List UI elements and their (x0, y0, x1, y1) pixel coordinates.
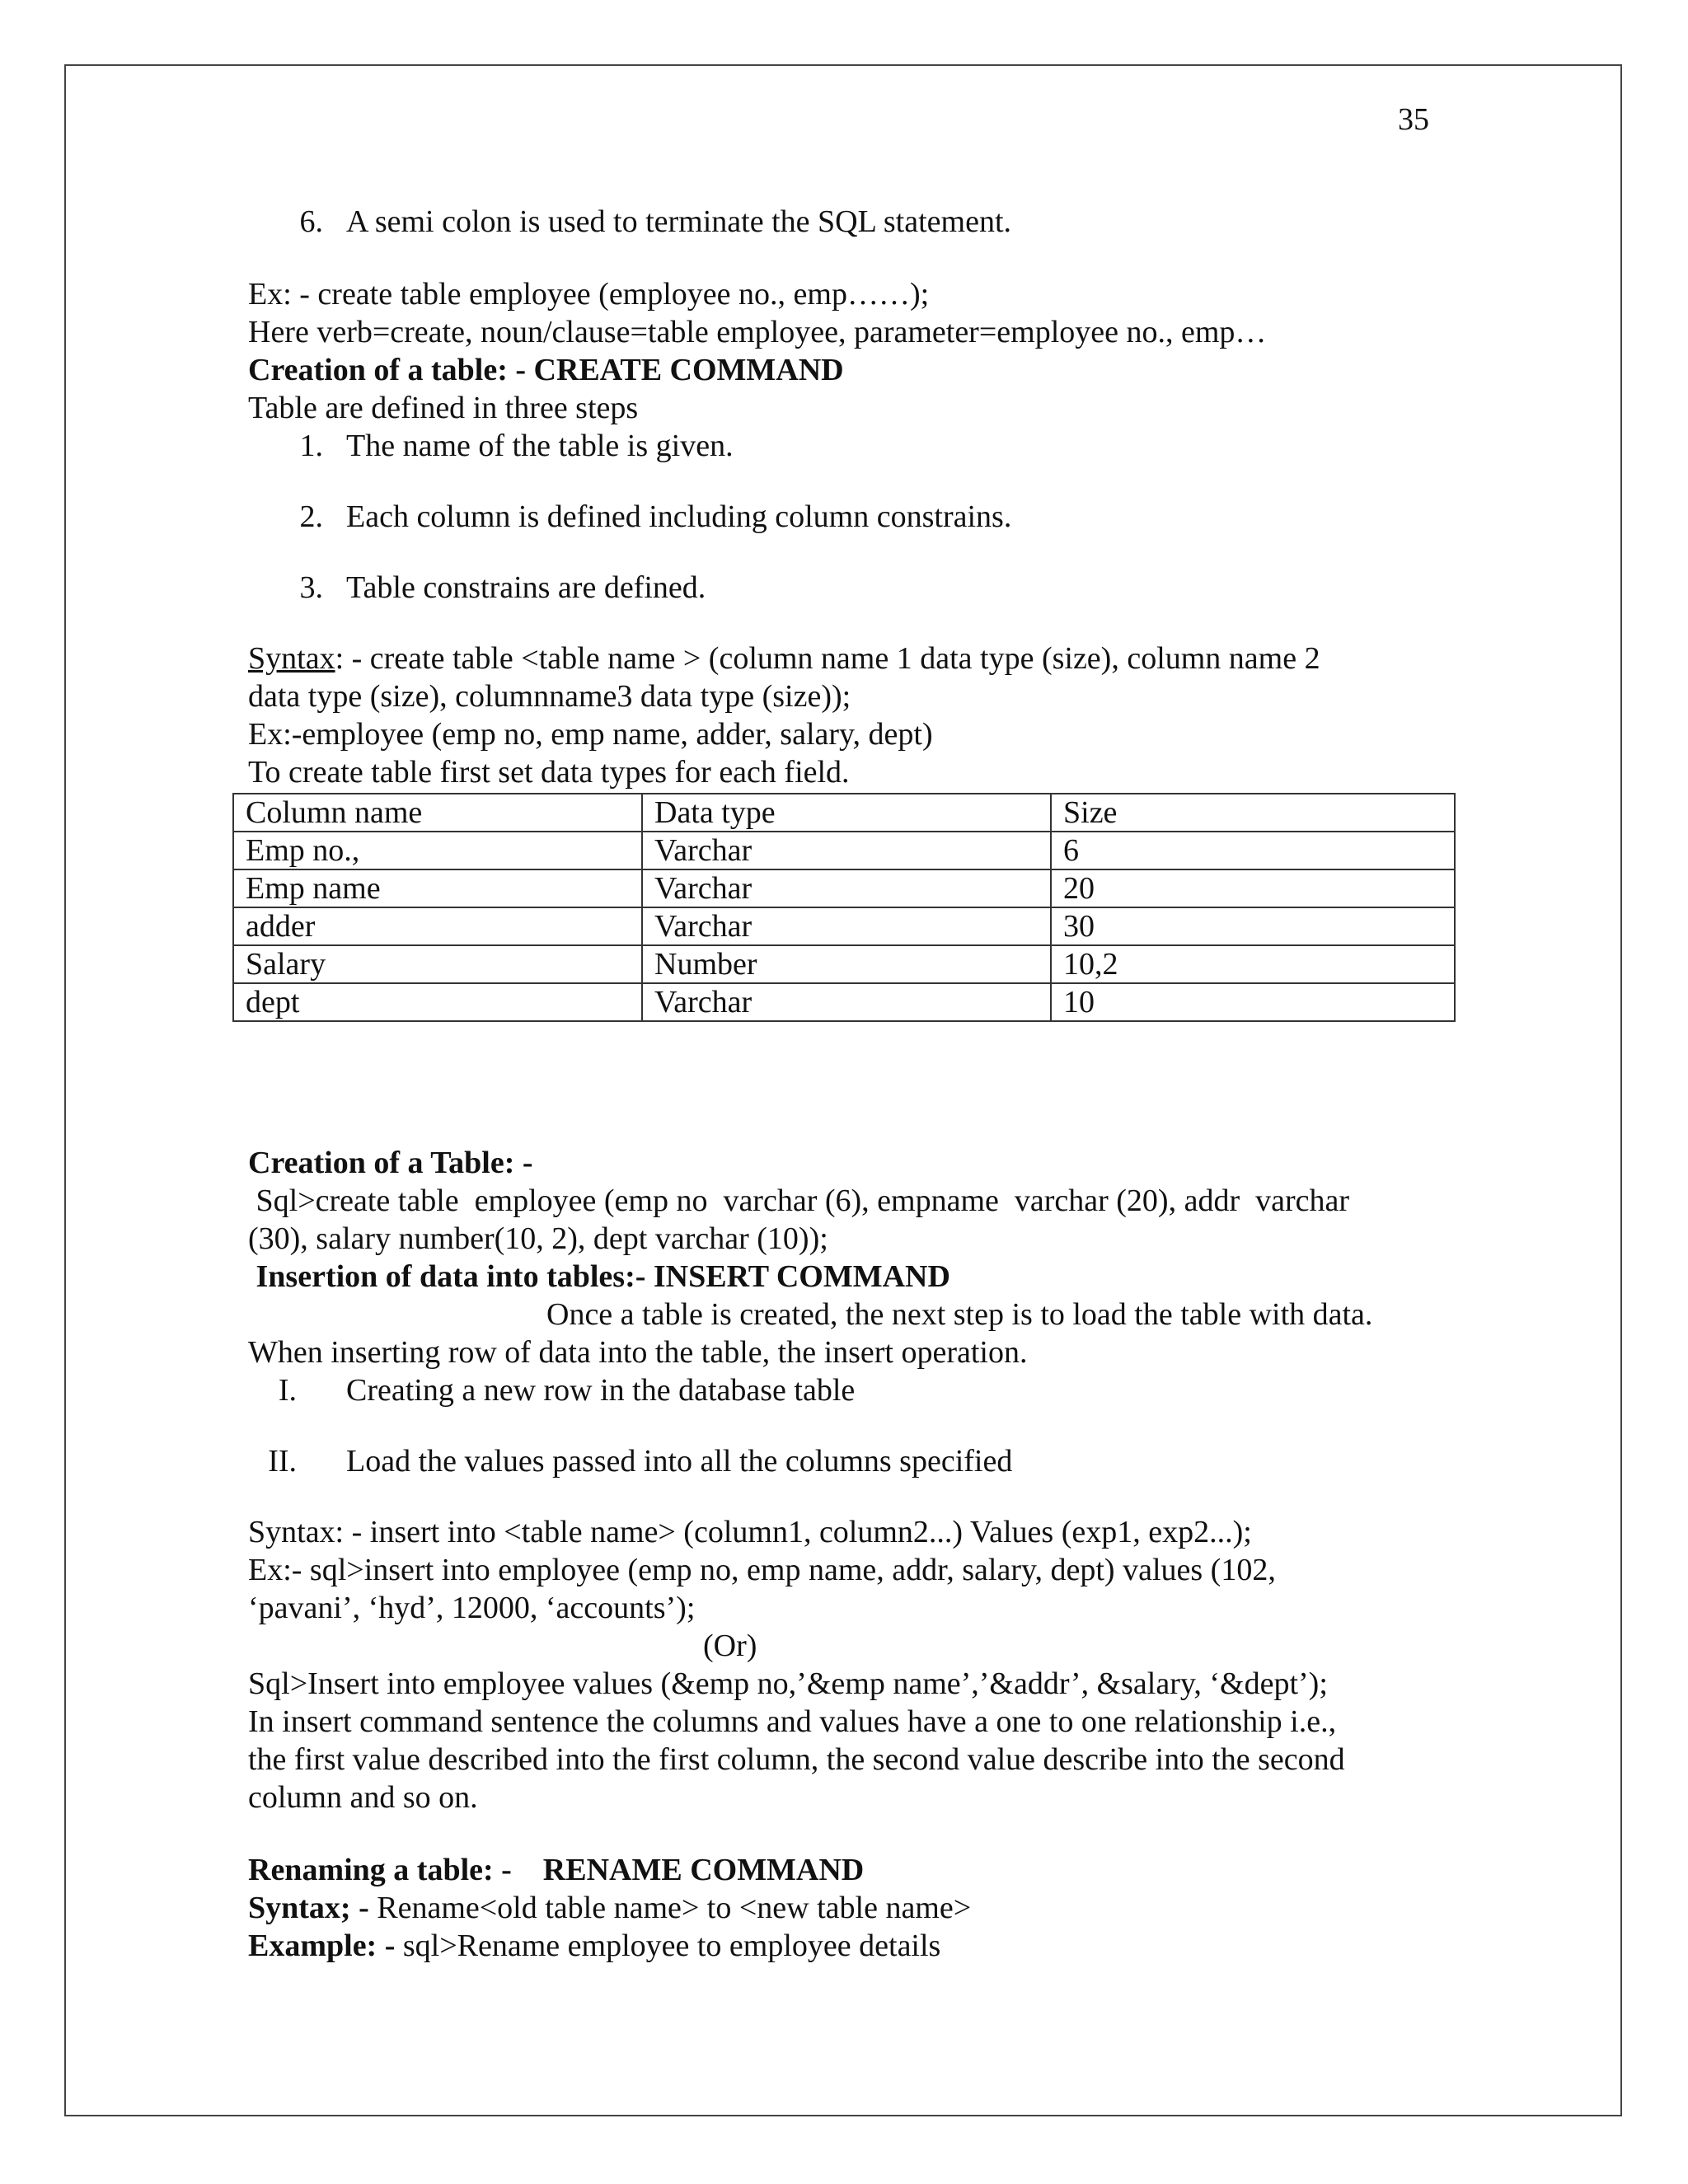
sql-create-statement-cont: (30), salary number(10, 2), dept varchar (10)); (248, 1221, 828, 1256)
list-number-6: 6. (299, 204, 323, 239)
table-cell: Emp name (233, 869, 642, 907)
step-text: Each column is defined including column constrains. (346, 499, 1012, 534)
table-cell: Varchar (642, 983, 1051, 1021)
table-row (233, 832, 1455, 869)
rename-syntax (248, 1889, 971, 1927)
section-heading-rename: Renaming a table: - RENAME COMMAND (248, 1853, 865, 1887)
step-number: 3. (299, 570, 323, 605)
section-heading-create-table: Creation of a Table: - (248, 1146, 533, 1180)
table-cell: adder (233, 907, 642, 945)
table-row (233, 907, 1455, 945)
step-text: The name of the table is given. (346, 429, 734, 463)
example-employee: Ex:-employee (emp no, emp name, adder, salary, dept) (248, 717, 933, 752)
table-cell: 10 (1051, 983, 1455, 1021)
table-cell: Varchar (642, 869, 1051, 907)
sql-create-statement: Sql>create table employee (emp no varchar (6), empname varchar (20), addr varchar (248, 1183, 1350, 1218)
table-cell: Emp no., (233, 832, 642, 869)
insert-note-line: column and so on. (248, 1780, 478, 1815)
section-heading-create: Creation of a table: - CREATE COMMAND (248, 353, 844, 387)
insert-intro-cont: When inserting row of data into the table, the insert operation. (248, 1335, 1028, 1370)
step-text: Table constrains are defined. (346, 570, 706, 605)
section-heading-insert: Insertion of data into tables:- INSERT COMMAND (248, 1259, 950, 1294)
table-cell: 30 (1051, 907, 1455, 945)
rename-syntax-label: Syntax; - (248, 1891, 369, 1925)
table-header-cell: Size (1051, 794, 1455, 832)
list-item-6: A semi colon is used to terminate the SQL statement. (346, 204, 1011, 239)
table-header-row (233, 794, 1455, 832)
table-cell: Salary (233, 945, 642, 983)
syntax-text: : - create table <table name > (column name 1 data type (size), column name 2 (335, 641, 1320, 676)
insert-intro: Once a table is created, the next step is to load the table with data. (546, 1297, 1373, 1332)
table-row (233, 983, 1455, 1021)
sql-insert-alternative: Sql>Insert into employee values (&emp no,’&emp name’,’&addr’, &salary, ‘&dept’); (248, 1666, 1328, 1701)
table-row (233, 869, 1455, 907)
table-cell: Varchar (642, 907, 1051, 945)
rename-example-label: Example: - (248, 1929, 396, 1963)
step-number: 2. (299, 499, 323, 534)
table-cell: Varchar (642, 832, 1051, 869)
page-number: 35 (1398, 102, 1429, 137)
table-cell: Number (642, 945, 1051, 983)
syntax-create (248, 640, 1320, 677)
example-create: Ex: - create table employee (employee no., emp……); (248, 277, 930, 312)
table-cell: 6 (1051, 832, 1455, 869)
table-header-cell: Data type (642, 794, 1051, 832)
example-insert: Ex:- sql>insert into employee (emp no, emp name, addr, salary, dept) values (102, (248, 1553, 1276, 1587)
rename-example-text: sql>Rename employee to employee details (395, 1929, 941, 1963)
or-separator: (Or) (703, 1629, 757, 1663)
table-row (233, 945, 1455, 983)
roman-number: II. (268, 1444, 297, 1479)
explanation-line: Here verb=create, noun/clause=table employee, parameter=employee no., emp… (248, 315, 1267, 349)
insert-note-line: In insert command sentence the columns and values have a one to one relationship i.e., (248, 1704, 1337, 1739)
data-type-table (232, 793, 1456, 1022)
table-cell: 20 (1051, 869, 1455, 907)
steps-intro: Table are defined in three steps (248, 391, 639, 425)
rename-syntax-text: Rename<old table name> to <new table name> (368, 1891, 972, 1925)
syntax-create-cont: data type (size), columnname3 data type (size)); (248, 679, 851, 714)
step-number: 1. (299, 429, 323, 463)
insert-note-line: the first value described into the first column, the second value describe into the second (248, 1742, 1345, 1777)
syntax-label: Syntax (248, 641, 335, 676)
roman-item: Load the values passed into all the columns specified (346, 1444, 1013, 1479)
table-cell: 10,2 (1051, 945, 1455, 983)
syntax-insert: Syntax: - insert into <table name> (column1, column2...) Values (exp1, exp2...); (248, 1515, 1252, 1549)
table-header-cell: Column name (233, 794, 642, 832)
roman-item: Creating a new row in the database table (346, 1373, 856, 1408)
datatype-intro: To create table first set data types for each field. (248, 755, 850, 790)
roman-number: I. (278, 1373, 297, 1408)
example-insert-cont: ‘pavani’, ‘hyd’, 12000, ‘accounts’); (248, 1591, 696, 1625)
rename-example (248, 1927, 940, 1965)
table-cell: dept (233, 983, 642, 1021)
